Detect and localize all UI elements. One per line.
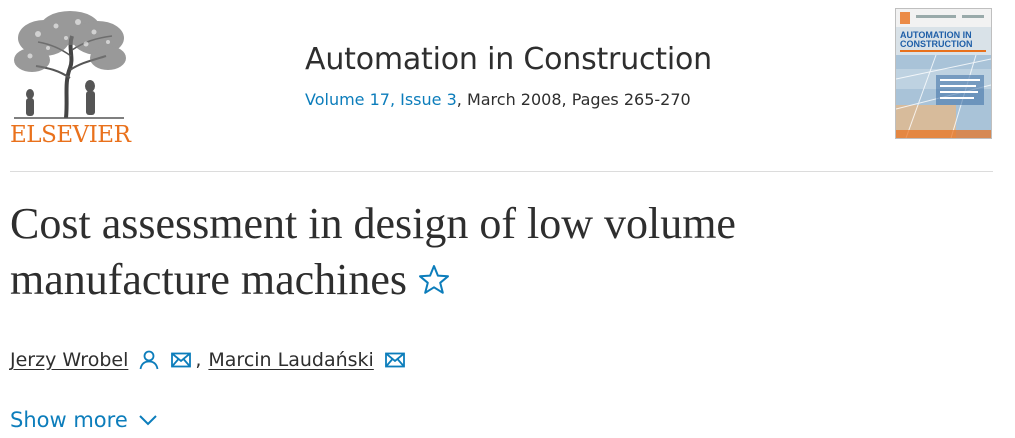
journal-title-link[interactable]: Automation in Construction bbox=[305, 42, 712, 77]
cover-title-line1: AUTOMATION IN bbox=[900, 30, 972, 40]
cover-title-line2: CONSTRUCTION bbox=[900, 39, 973, 49]
show-more-button[interactable] bbox=[10, 406, 158, 434]
article-title bbox=[10, 196, 970, 308]
email-icon[interactable] bbox=[384, 349, 406, 371]
person-icon[interactable] bbox=[138, 349, 160, 371]
journal-header bbox=[305, 42, 825, 110]
volume-issue-link[interactable]: Volume 17, Issue 3 bbox=[305, 90, 457, 109]
article-title-line2: manufacture machines bbox=[10, 255, 408, 304]
author-separator: , bbox=[195, 349, 202, 371]
author-link-marcin-laudanski[interactable]: Marcin Laudański bbox=[208, 349, 374, 371]
chevron-down-icon bbox=[138, 414, 158, 426]
cover-art bbox=[896, 9, 991, 138]
publisher-wordmark: ELSEVIER bbox=[10, 122, 131, 148]
author-list bbox=[10, 347, 406, 373]
author-link-jerzy-wrobel[interactable]: Jerzy Wrobel bbox=[10, 349, 129, 371]
show-more-label: Show more bbox=[10, 408, 128, 432]
star-icon[interactable] bbox=[417, 263, 451, 297]
issue-info bbox=[305, 90, 825, 110]
article-title-line1: Cost assessment in design of low volume bbox=[10, 199, 736, 248]
journal-cover-thumbnail[interactable] bbox=[895, 8, 992, 139]
date-pages: , March 2008, Pages 265-270 bbox=[456, 90, 691, 109]
header-divider bbox=[10, 171, 993, 172]
elsevier-tree-logo bbox=[8, 8, 130, 120]
email-icon[interactable] bbox=[170, 349, 192, 371]
publisher-logo[interactable] bbox=[8, 8, 131, 148]
